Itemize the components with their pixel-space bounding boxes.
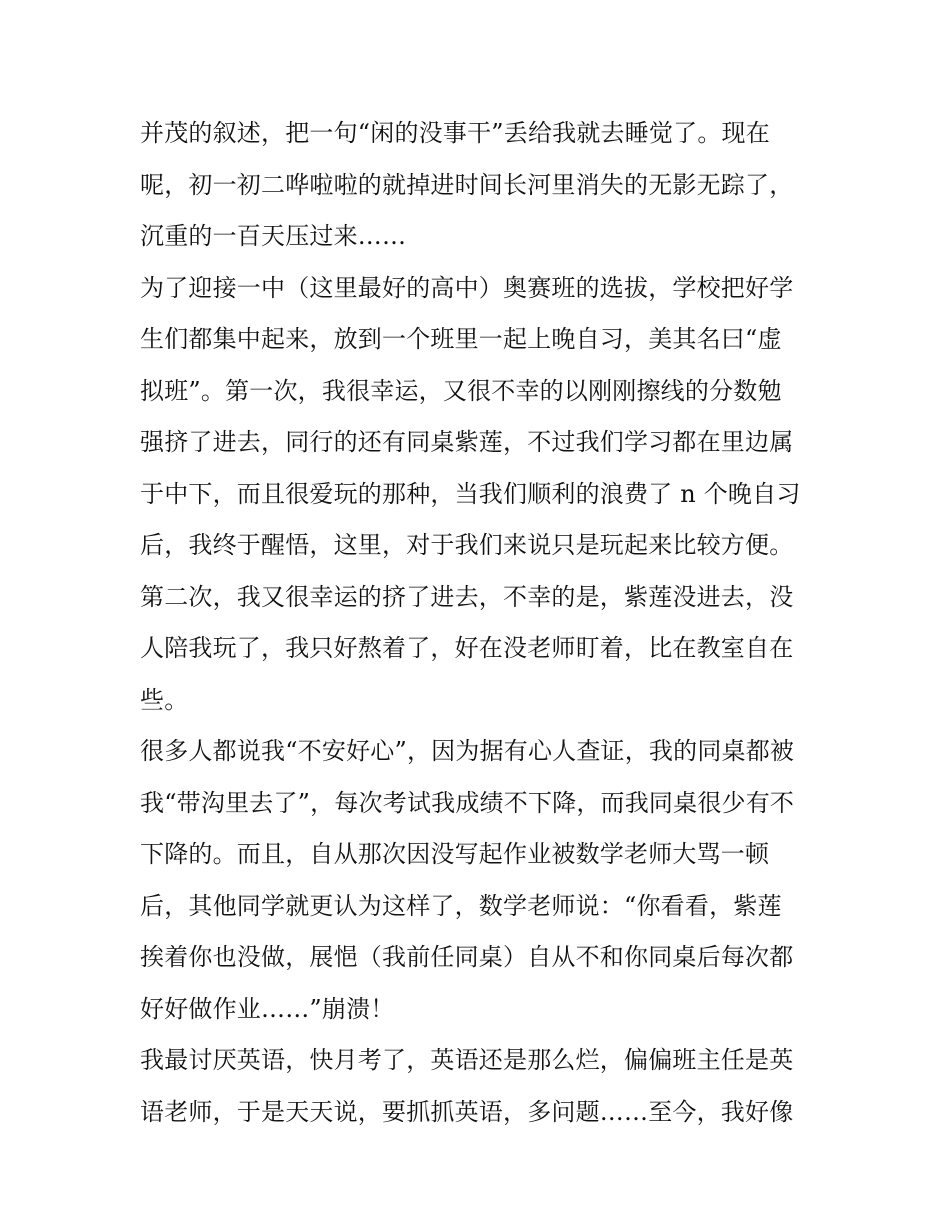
text-line: 人陪我玩了，我只好熬着了，好在没老师盯着，比在教室自在 xyxy=(140,634,794,662)
text-line: 生们都集中起来，放到一个班里一起上晚自习，美其名曰“虚 xyxy=(140,325,782,353)
text-line: 并茂的叙述，把一句“闲的没事干”丢给我就去睡觉了。现在 xyxy=(140,119,770,147)
text-line: 很多人都说我“不安好心”，因为据有心人查证，我的同桌都被 xyxy=(140,737,795,765)
text-line: 好好做作业……”崩溃！ xyxy=(140,994,395,1023)
text-line: 下降的。而且，自从那次因没写起作业被数学老师大骂一顿 xyxy=(140,840,770,868)
body-text xyxy=(140,108,820,1138)
text-line: 后，其他同学就更认为这样了，数学老师说：“你看看，紫莲 xyxy=(140,891,782,920)
text-line: 我“带沟里去了”，每次考试我成绩不下降，而我同桌很少有不 xyxy=(140,788,795,817)
text-line: 沉重的一百天压过来…… xyxy=(140,222,407,250)
text-line: 第二次，我又很幸运的挤了进去，不幸的是，紫莲没进去，没 xyxy=(140,582,794,611)
text-line: 呢，初一初二哗啦啦的就掉进时间长河里消失的无影无踪了， xyxy=(140,170,794,199)
text-line: 语老师，于是天天说，要抓抓英语，多问题……至今，我好像 xyxy=(140,1097,794,1126)
text-line: 些。 xyxy=(140,685,189,714)
text-line: 强挤了进去，同行的还有同桌紫莲，不过我们学习都在里边属 xyxy=(140,428,794,456)
text-line: 我最讨厌英语，快月考了，英语还是那么烂，偏偏班主任是英 xyxy=(140,1046,794,1074)
text-line: 为了迎接一中（这里最好的高中）奥赛班的选拔，学校把好学 xyxy=(140,273,794,302)
text-line: 于中下，而且很爱玩的那种，当我们顺利的浪费了 n 个晚自习 xyxy=(140,479,801,508)
text-line: 拟班”。第一次，我很幸运，又很不幸的以刚刚擦线的分数勉 xyxy=(140,376,782,405)
text-line: 挨着你也没做，展悒（我前任同桌）自从不和你同桌后每次都 xyxy=(140,943,794,971)
text-line: 后，我终于醒悟，这里，对于我们来说只是玩起来比较方便。 xyxy=(140,531,794,559)
